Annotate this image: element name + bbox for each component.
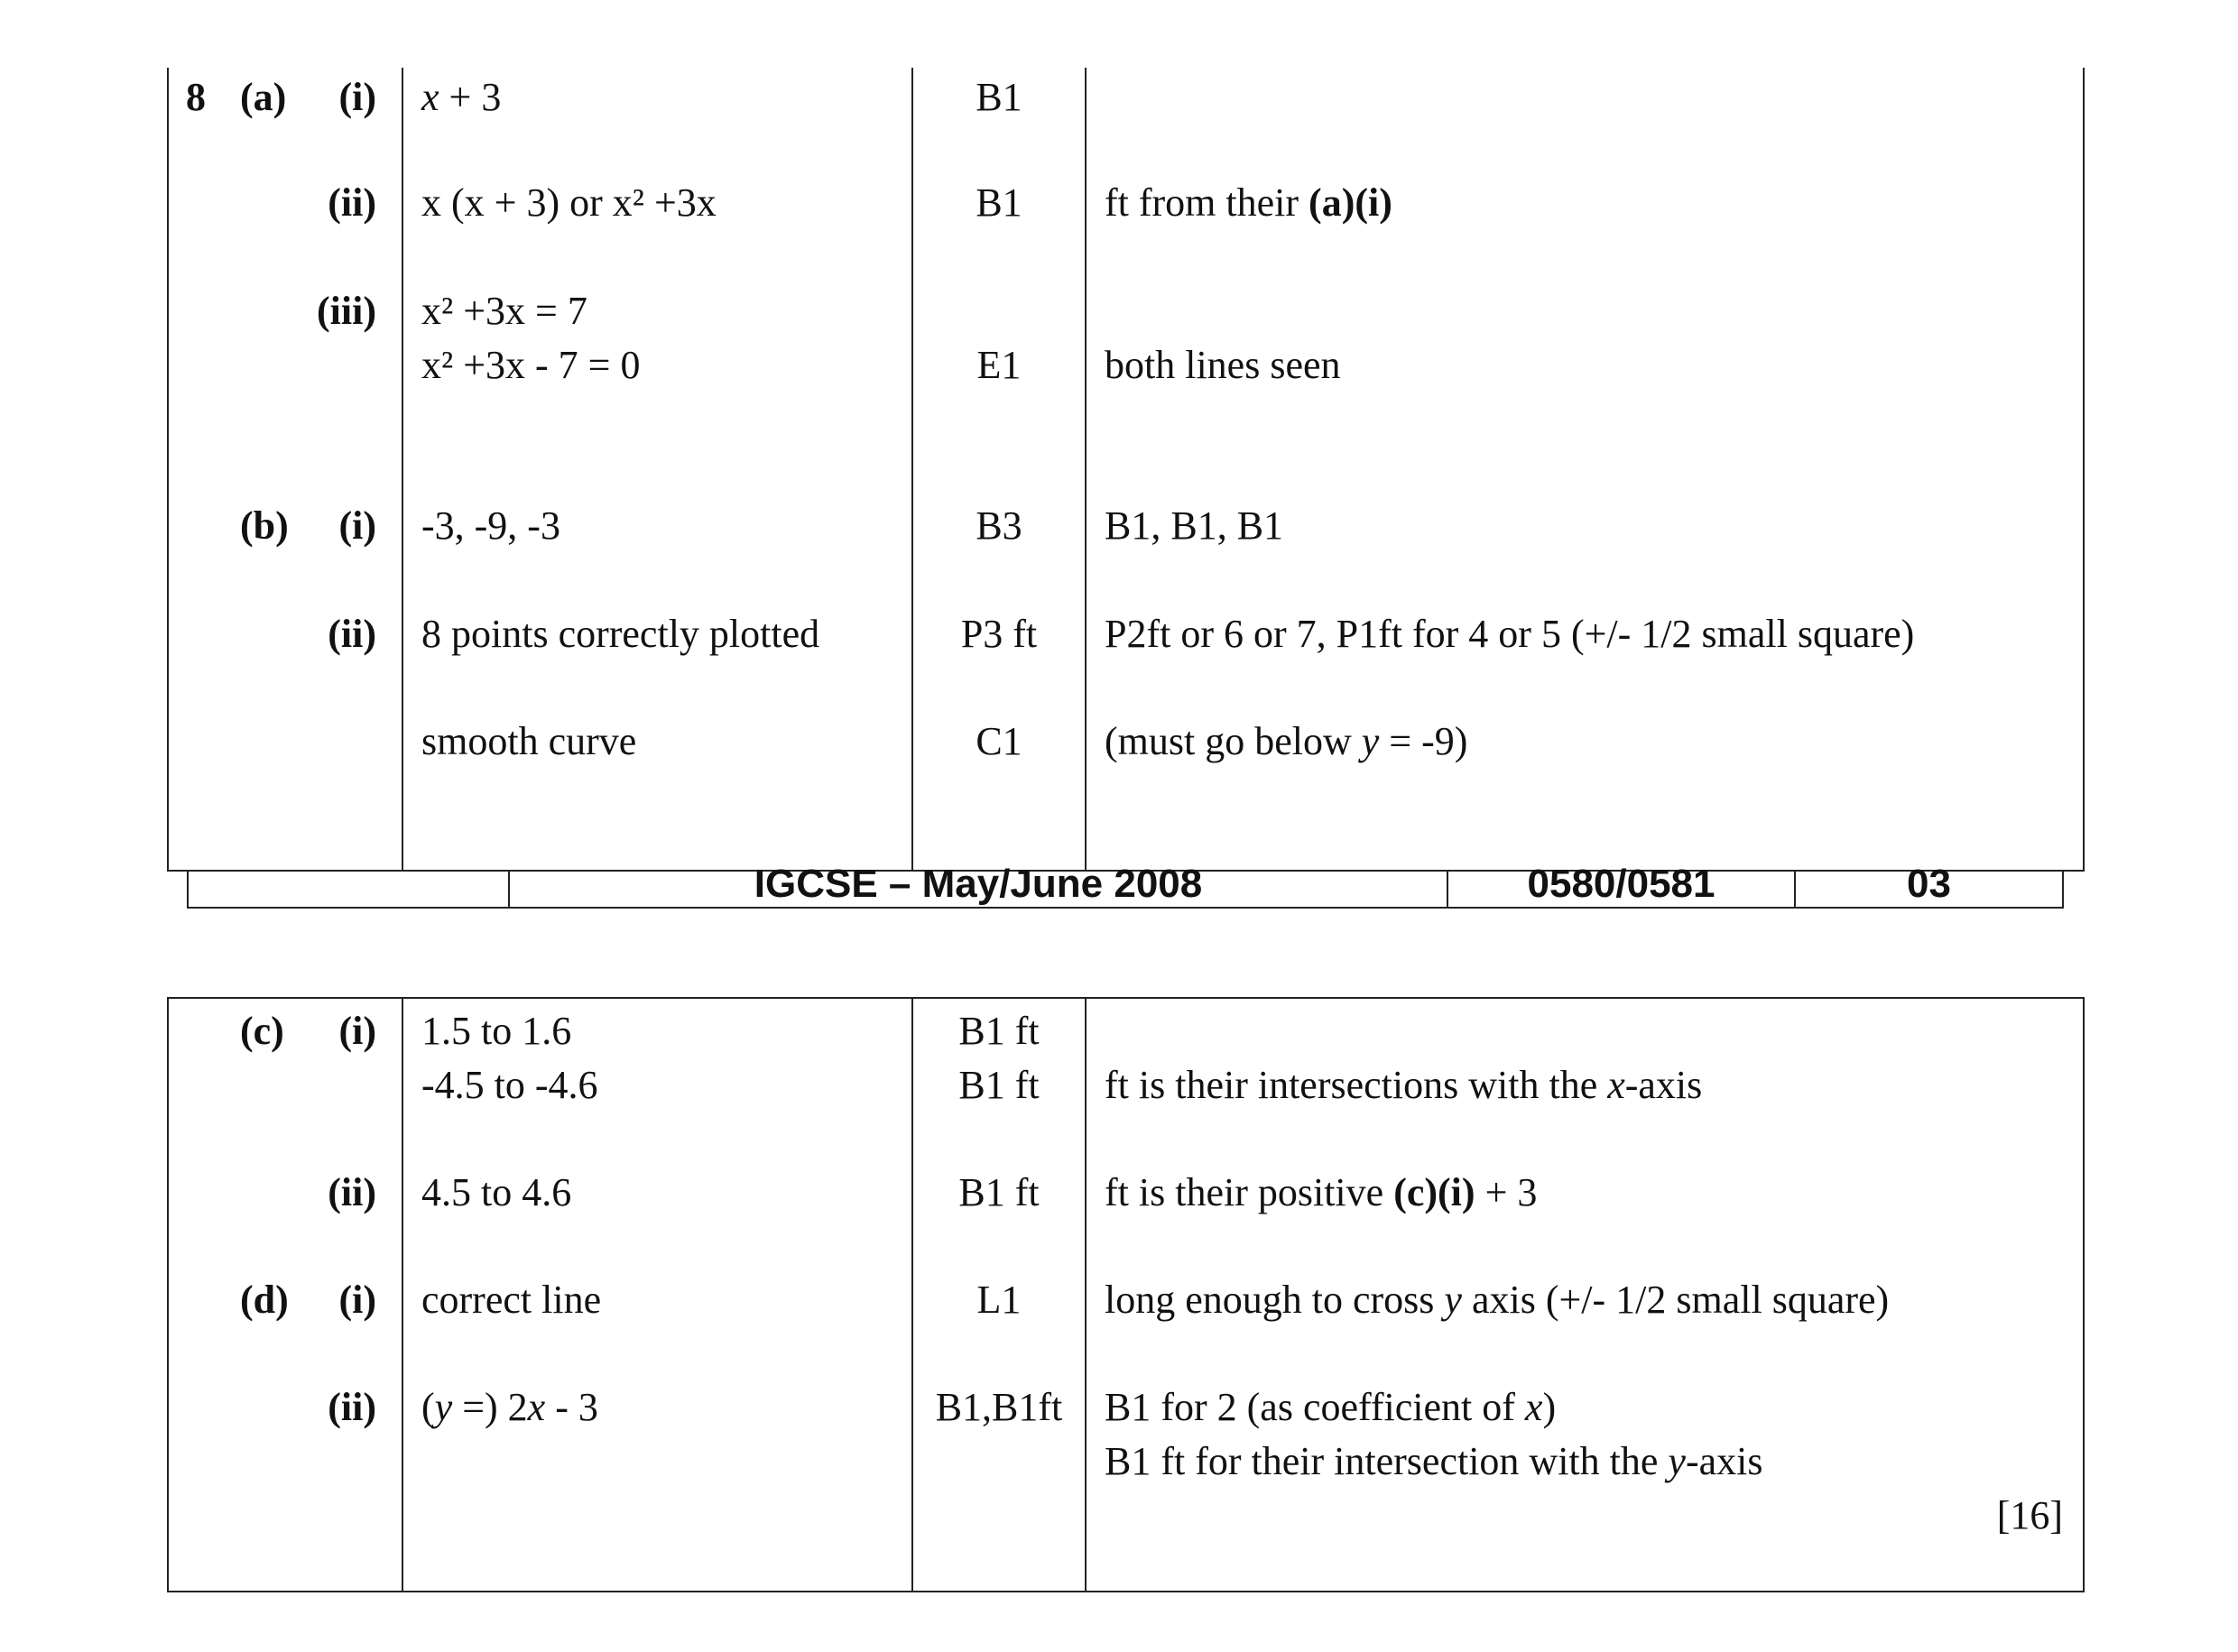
notes-d-ii-line1 — [1105, 1380, 1556, 1435]
notes-d-i-post: axis (+/- 1/2 small square) — [1461, 1278, 1890, 1322]
notes-curve-pre: (must go below — [1105, 719, 1362, 763]
answer-b-ii: 8 points correctly plotted — [421, 612, 820, 656]
notes-d-i-pre: long enough to cross — [1105, 1278, 1445, 1322]
answer-a-iii-line2: x² +3x - 7 = 0 — [421, 343, 641, 387]
notes-a-iii: both lines seen — [1105, 343, 1341, 387]
sub-label-c-ii: (ii) — [328, 1170, 376, 1214]
notes-d-i — [1105, 1273, 1889, 1327]
notes-a-ii-ref: (a)(i) — [1309, 180, 1392, 225]
notes-b-ii-curve — [1105, 715, 1467, 769]
answer-d-ii-pre: ( — [421, 1385, 435, 1429]
mark-a-iii: E1 — [976, 343, 1022, 387]
sub-label-a-ii: (ii) — [328, 180, 376, 225]
header-exam: IGCSE – May/June 2008 — [754, 862, 1203, 906]
notes-c-i-var: x — [1607, 1063, 1625, 1107]
table2-top-border — [167, 997, 2085, 999]
notes-d-ii-line2 — [1105, 1435, 1762, 1489]
answer-a-i-rest: + 3 — [439, 75, 502, 119]
answer-d-ii-var: y — [434, 1385, 453, 1429]
table2-col-divider-1 — [402, 997, 403, 1592]
notes-c-i-post: -axis — [1624, 1063, 1703, 1107]
mark-c-i-line1: B1 ft — [958, 1009, 1040, 1053]
notes-c-ii-ref: (c)(i) — [1393, 1170, 1475, 1214]
sub-label-a-iii: (iii) — [317, 289, 376, 333]
answer-c-i-line1: 1.5 to 1.6 — [421, 1009, 572, 1053]
sub-label-d-ii: (ii) — [328, 1385, 376, 1429]
notes-c-ii-post: + 3 — [1475, 1170, 1538, 1214]
notes-d-ii-l1-post: ) — [1542, 1385, 1557, 1429]
part-label-a: (a) — [240, 75, 287, 119]
answer-b-ii-curve: smooth curve — [421, 719, 637, 763]
table1-col-divider-1 — [402, 68, 403, 871]
question-number: 8 — [186, 75, 206, 119]
notes-c-ii-pre: ft is their positive — [1105, 1170, 1394, 1214]
part-label-d: (d) — [240, 1278, 289, 1322]
notes-curve-post: = -9) — [1379, 719, 1468, 763]
answer-c-ii: 4.5 to 4.6 — [421, 1170, 572, 1214]
mark-c-ii: B1 ft — [958, 1170, 1040, 1214]
answer-d-ii-var2: x — [527, 1385, 546, 1429]
table2-col-divider-3 — [1085, 997, 1087, 1592]
answer-d-ii-post: - 3 — [545, 1385, 598, 1429]
header-border-right — [2062, 870, 2064, 908]
sub-label-d-i: (i) — [338, 1278, 376, 1322]
part-label-b: (b) — [240, 503, 289, 548]
answer-b-i: -3, -9, -3 — [421, 503, 560, 548]
header-syllabus: 0580/0581 — [1527, 862, 1715, 906]
notes-c-ii — [1105, 1166, 1537, 1220]
sub-label-a-i: (i) — [338, 75, 376, 119]
notes-a-ii-text: ft from their — [1105, 180, 1309, 225]
notes-d-ii-l1-var: x — [1524, 1385, 1543, 1429]
answer-a-i-var: x — [421, 75, 439, 119]
mark-a-ii: B1 — [976, 180, 1022, 225]
notes-d-ii-l1-pre: B1 for 2 (as coefficient of — [1105, 1385, 1525, 1429]
mark-b-ii-curve: C1 — [976, 719, 1022, 763]
notes-curve-var: y — [1361, 719, 1380, 763]
table1-right-border — [2083, 68, 2085, 871]
table1-left-border — [167, 68, 169, 871]
sub-label-b-ii: (ii) — [328, 612, 376, 656]
answer-d-ii-mid: =) 2 — [452, 1385, 528, 1429]
sub-label-b-i: (i) — [338, 503, 376, 548]
notes-d-ii-l2-post: -axis — [1685, 1439, 1763, 1483]
notes-c-i — [1105, 1058, 1702, 1112]
mark-a-i: B1 — [976, 75, 1022, 119]
table2-right-border — [2083, 997, 2085, 1592]
notes-b-ii: P2ft or 6 or 7, P1ft for 4 or 5 (+/- 1/2 small square) — [1105, 612, 1915, 656]
mark-d-ii: B1,B1ft — [935, 1385, 1063, 1429]
table2-bottom-border — [167, 1591, 2085, 1592]
answer-a-i — [421, 70, 501, 125]
part-label-c: (c) — [240, 1009, 284, 1053]
notes-c-i-pre: ft is their intersections with the — [1105, 1063, 1608, 1107]
header-paper: 03 — [1907, 862, 1951, 906]
answer-a-ii: x (x + 3) or x² +3x — [421, 180, 717, 225]
answer-d-i: correct line — [421, 1278, 602, 1322]
mark-b-ii: P3 ft — [960, 612, 1038, 656]
answer-c-i-line2: -4.5 to -4.6 — [421, 1063, 598, 1107]
table1-col-divider-3 — [1085, 68, 1087, 871]
header-border-bottom — [187, 907, 2064, 909]
answer-a-iii-line1: x² +3x = 7 — [421, 289, 587, 333]
notes-d-ii-l2-pre: B1 ft for their intersection with the — [1105, 1439, 1669, 1483]
sub-label-c-i: (i) — [338, 1009, 376, 1053]
mark-d-i: L1 — [976, 1278, 1022, 1322]
notes-a-ii — [1105, 176, 1392, 230]
table2-left-border — [167, 997, 169, 1592]
mark-c-i-line2: B1 ft — [958, 1063, 1040, 1107]
answer-d-ii — [421, 1380, 598, 1435]
mark-b-i: B3 — [976, 503, 1022, 548]
question-total: [16] — [1996, 1493, 2063, 1537]
notes-b-i: B1, B1, B1 — [1105, 503, 1284, 548]
header-border-left — [187, 870, 189, 908]
notes-d-ii-l2-var: y — [1668, 1439, 1686, 1483]
notes-d-i-var: y — [1444, 1278, 1462, 1322]
